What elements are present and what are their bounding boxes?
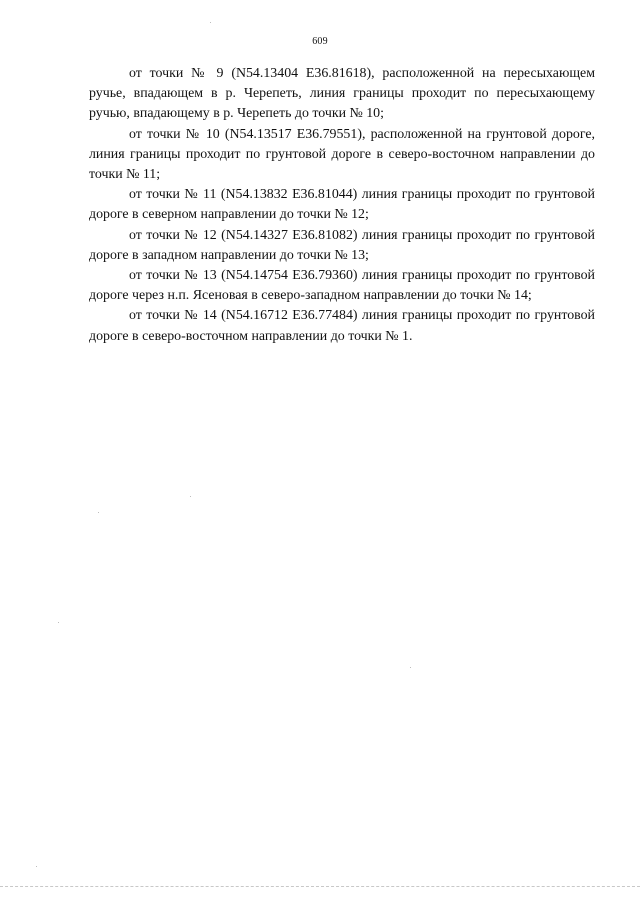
- scan-speck: [210, 22, 211, 23]
- paragraph-point-10: от точки № 10 (N54.13517 E36.79551), расположенной на грунтовой дороге, линия границы проходит по грунтовой дороге в северо-восточном направлении до точки № 11;: [89, 126, 595, 183]
- paragraph-point-9: от точки № 9 (N54.13404 E36.81618), расположенной на пересыхающем ручье, впадающем в р. Черепеть, линия границы проходит по пересыхающему ручью, впадающему в р. Черепеть до точки № 10;: [89, 66, 595, 122]
- scan-speck: [98, 512, 99, 513]
- scan-speck: [36, 866, 37, 867]
- paragraph-point-11: от точки № 11 (N54.13832 E36.81044) линия границы проходит по грунтовой дороге в северном направлении до точки № 12;: [89, 187, 595, 223]
- paragraph-point-13: от точки № 13 (N54.14754 E36.79360) линия границы проходит по грунтовой дороге через н.п. Ясеновая в северо-западном направлении до точки № 14;: [89, 268, 595, 304]
- scan-speck: [190, 496, 191, 497]
- paragraph-point-14: от точки № 14 (N54.16712 E36.77484) линия границы проходит по грунтовой дороге в северо-восточном направлении до точки № 1.: [89, 308, 595, 344]
- document-body: [89, 64, 595, 347]
- scan-speck: [410, 667, 411, 668]
- scan-edge-line: [0, 886, 640, 888]
- scan-speck: [58, 622, 59, 623]
- page-number: 609: [312, 36, 328, 47]
- paragraph-point-12: от точки № 12 (N54.14327 E36.81082) линия границы проходит по грунтовой дороге в западном направлении до точки № 13;: [89, 227, 595, 263]
